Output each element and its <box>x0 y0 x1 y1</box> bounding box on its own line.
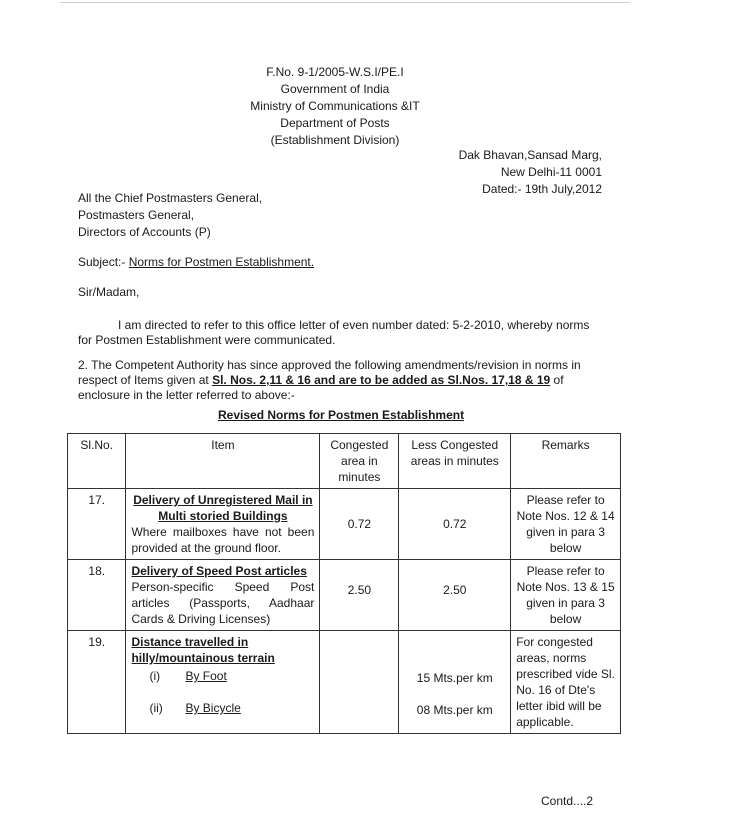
row-17-title: Delivery of Unregistered Mail in Multi storied Buildings <box>133 493 313 523</box>
sub-1-number: (i) <box>149 669 161 683</box>
continued-marker: Contd....2 <box>541 794 594 808</box>
row-17-congested: 0.72 <box>320 489 399 560</box>
para2-start: 2. The Competent Authority has since approved the following amendments/revision in norms in respect of Items given at <box>78 358 581 387</box>
sender-address <box>450 147 602 198</box>
norms-table <box>67 433 621 734</box>
header-item: Item <box>126 434 320 489</box>
subject-label: Subject:- <box>78 255 126 269</box>
salutation: Sir/Madam, <box>78 285 140 299</box>
recipients <box>78 190 262 241</box>
recipient-line-3: Directors of Accounts (P) <box>78 225 211 239</box>
row-19-less <box>399 631 511 734</box>
address-line-2: New Delhi-11 0001 <box>500 165 602 179</box>
header-slno: Sl.No. <box>68 434 126 489</box>
row-17-slno: 17. <box>68 489 126 560</box>
row-19-remarks: For congested areas, norms prescribed vide Sl. No. 16 of Dte's letter ibid will be applicable. <box>511 631 621 734</box>
paragraph-1: I am directed to refer to this office letter of even number dated: 5-2-2010, whereby norms for Postmen Establishment were communicated. <box>78 318 590 347</box>
row-18-desc: Person-specific Speed Post articles (Passports, Aadhaar Cards & Driving Licenses) <box>131 580 315 626</box>
sub-2-less-value: 08 Mts.per km <box>416 703 493 717</box>
row-19-title: Distance travelled in hilly/mountainous terrain <box>131 635 275 665</box>
row-17-remarks: Please refer to Note Nos. 12 & 14 given in para 3 below <box>511 489 621 560</box>
subject-line <box>78 255 314 269</box>
table-title: Revised Norms for Postmen Establishment <box>218 408 465 422</box>
row-17-item <box>126 489 320 560</box>
table-row <box>68 560 621 631</box>
para2-end: of enclosure in the letter referred to above:- <box>78 373 564 402</box>
sub-2-label: By Bicycle <box>185 701 241 715</box>
department-line: Department of Posts <box>280 116 390 130</box>
top-rule <box>60 2 630 3</box>
row-19-sub-1 <box>131 668 314 684</box>
row-18-slno: 18. <box>68 560 126 631</box>
subject-text: Norms for Postmen Establishment. <box>128 255 315 269</box>
address-line-1: Dak Bhavan,Sansad Marg, <box>458 148 602 162</box>
header-congested: Congested area in minutes <box>320 434 399 489</box>
division-line: (Establishment Division) <box>270 133 400 147</box>
row-18-less: 2.50 <box>399 560 511 631</box>
file-number: F.No. 9-1/2005-W.S.I/PE.I <box>266 65 404 79</box>
header-less-congested: Less Congested areas in minutes <box>399 434 511 489</box>
government-line: Government of India <box>280 82 390 96</box>
sub-1-label: By Foot <box>185 669 227 683</box>
table-row <box>68 489 621 560</box>
recipient-line-1: All the Chief Postmasters General, <box>78 191 263 205</box>
row-17-less: 0.72 <box>399 489 511 560</box>
header-remarks: Remarks <box>511 434 621 489</box>
row-18-title: Delivery of Speed Post articles <box>131 564 307 578</box>
letter-header <box>240 64 430 149</box>
row-19-sub-2 <box>131 700 314 716</box>
sub-1-less-value: 15 Mts.per km <box>416 671 493 685</box>
row-18-remarks: Please refer to Note Nos. 13 & 15 given in para 3 below <box>511 560 621 631</box>
recipient-line-2: Postmasters General, <box>78 208 195 222</box>
row-18-item <box>126 560 320 631</box>
para2-bold: Sl. Nos. 2,11 & 16 and are to be added as Sl.Nos. 17,18 & 19 <box>212 373 551 387</box>
row-19-congested <box>320 631 399 734</box>
table-header-row <box>68 434 621 489</box>
sub-2-number: (ii) <box>149 701 163 715</box>
row-18-congested: 2.50 <box>320 560 399 631</box>
row-19-item <box>126 631 320 734</box>
ministry-line: Ministry of Communications &IT <box>250 99 420 113</box>
paragraph-2 <box>78 358 600 403</box>
table-row <box>68 631 621 734</box>
date-line: Dated:- 19th July,2012 <box>482 182 602 196</box>
row-19-slno: 19. <box>68 631 126 734</box>
row-17-desc: Where mailboxes have not been provided at the ground floor. <box>131 525 315 555</box>
